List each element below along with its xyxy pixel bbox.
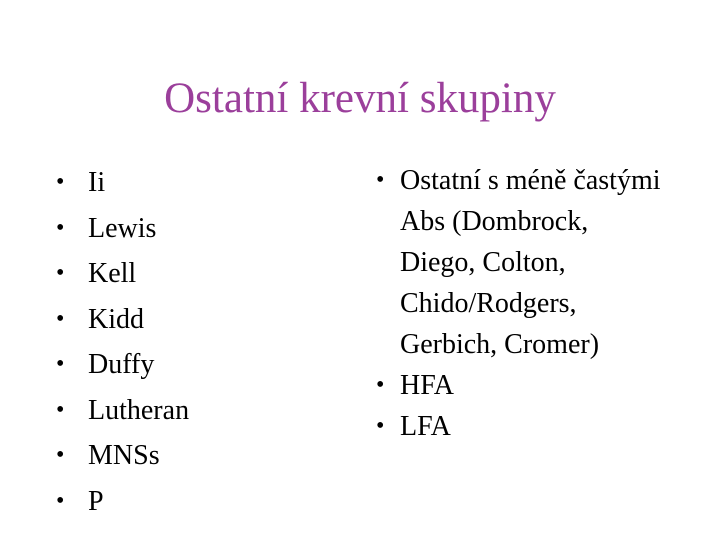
list-item-label: Lewis (88, 212, 157, 244)
list-item-label: HFA (400, 370, 454, 401)
list-item-label: Kell (88, 258, 137, 289)
list-item-label: MNSs (88, 440, 160, 471)
bullet-icon: • (56, 396, 65, 423)
list-item (376, 365, 676, 406)
list-item-label: LFA (400, 411, 451, 442)
list-item (376, 406, 676, 447)
list-item (56, 206, 336, 252)
list-item-label: Ii (88, 167, 106, 198)
list-item (56, 433, 336, 479)
bullet-icon: • (56, 487, 65, 514)
bullet-icon: • (56, 305, 65, 332)
list-item-label: Lutheran (88, 394, 190, 426)
bullet-icon: • (376, 413, 385, 439)
list-item (56, 160, 336, 206)
list-item (56, 251, 336, 297)
list-item (56, 297, 336, 343)
bullet-icon: • (56, 260, 65, 286)
list-item (56, 479, 336, 525)
list-item (376, 160, 670, 365)
slide-title: Ostatní krevní skupiny (164, 75, 556, 122)
right-bullet-list (376, 160, 676, 447)
bullet-icon: • (56, 214, 65, 241)
list-item-label: Duffy (88, 349, 155, 380)
bullet-icon: • (376, 372, 385, 398)
list-item (56, 388, 336, 434)
list-item-label: Ostatní s méně častými Abs (Dombrock, Diego, Colton, Chido/Rodgers, Gerbich, Cromer) (400, 165, 661, 360)
list-item (56, 342, 336, 388)
bullet-icon: • (56, 351, 65, 377)
list-item-label: Kidd (88, 303, 144, 335)
bullet-icon: • (376, 167, 385, 193)
list-item-label: P (88, 485, 104, 517)
bullet-icon: • (56, 442, 65, 468)
left-bullet-list (56, 160, 336, 524)
bullet-icon: • (56, 169, 65, 195)
